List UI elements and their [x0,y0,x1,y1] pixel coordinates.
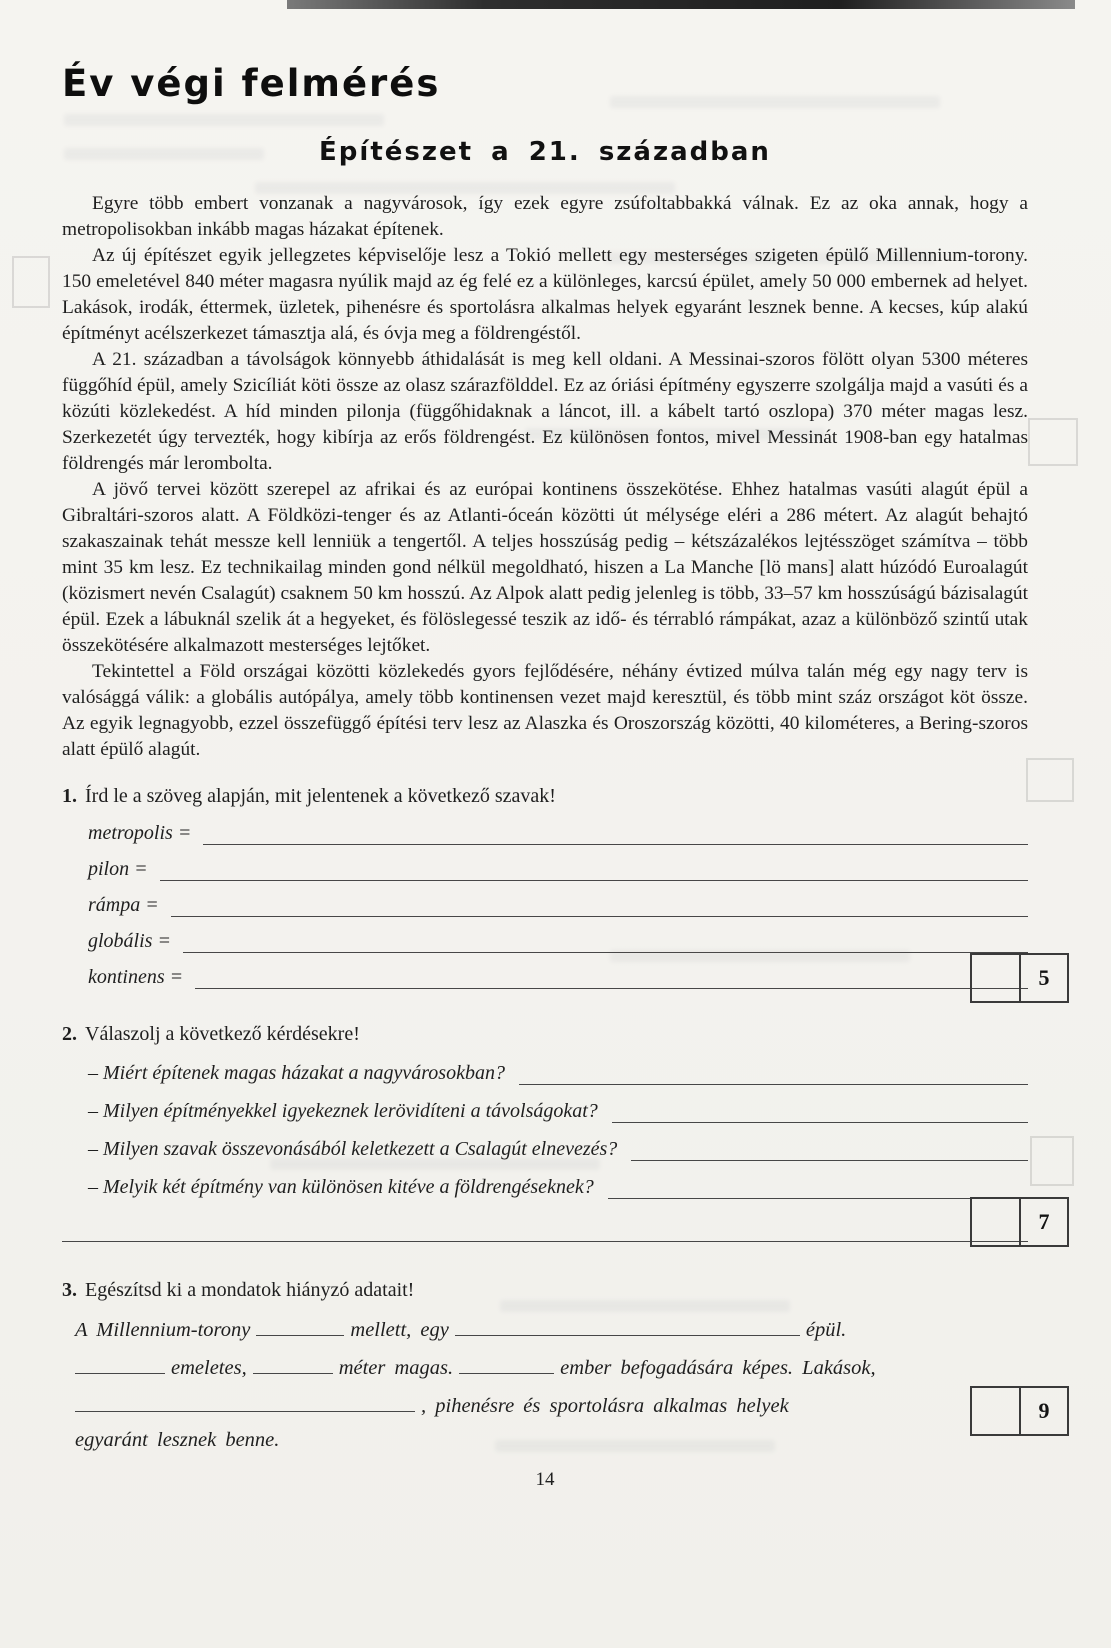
question-text: – Milyen építményekkel igyekeznek lerövidíteni a távolságokat? [88,1099,598,1122]
bleedthrough-artifact [1026,758,1074,802]
definition-row-globalis [88,927,1028,953]
cloze-blank[interactable] [253,1353,333,1374]
scan-edge-artifact [287,0,1075,9]
score-max-value: 5 [1019,955,1067,1001]
answer-blank-q4[interactable] [608,1174,1028,1199]
answer-continuation-row [62,1208,1050,1243]
term-label: globális = [88,929,171,952]
cloze-blank[interactable] [256,1315,344,1336]
question-row-3 [88,1134,1028,1161]
question-row-1 [88,1058,1028,1085]
score-box-exercise-2 [970,1197,1069,1247]
bleedthrough-artifact [12,256,50,308]
cloze-blank[interactable] [75,1391,415,1412]
score-box-exercise-3 [970,1386,1069,1436]
score-max-value: 9 [1019,1388,1067,1434]
exercise-2-prompt: Válaszolj a következő kérdésekre! [85,1022,360,1045]
bleedthrough-artifact [1028,418,1078,466]
cloze-blank[interactable] [455,1315,800,1336]
question-text: – Milyen szavak összevonásából keletkezett a Csalagút elnevezés? [88,1137,618,1160]
exercise-3-heading [62,1277,1028,1303]
answer-blank-globalis[interactable] [183,928,1028,953]
bleedthrough-artifact [1030,1136,1074,1186]
reading-paragraph: Az új építészet egyik jellegzetes képviselője lesz a Tokió mellett egy mesterséges szigeten épülő Millennium-torony. 150 emeletével 840 méter magasra nyúlik majd az ég felé ez a különleges, karcsú épület, amely 50 000 embernek ad helyet. Lakások, irodák, éttermek, üzletek, pihenésre és sportolásra alkalmas helyek egyaránt lesznek benne. A kecses, kúp alakú építményt acélszerkezet támasztja alá, és óvja meg a földrengéstől. [62,244,1028,344]
reading-title: Építészet a 21. században [319,136,771,167]
score-earned-cell[interactable] [972,1388,1019,1434]
question-row-2 [88,1096,1028,1123]
score-earned-cell[interactable] [972,955,1019,1001]
answer-blank-pilon[interactable] [160,856,1028,881]
term-label: metropolis = [88,821,192,844]
cloze-line-3 [75,1391,1050,1423]
score-earned-cell[interactable] [972,1199,1019,1245]
answer-blank-kontinens[interactable] [195,964,1028,989]
reading-paragraph: A 21. században a távolságok könnyebb áthidalását is meg kell oldani. A Messinai-szoros fölött olyan 5300 méteres függőhíd épül, amely Szicíliát köti össze az olasz szárazfölddel. Ez az óriási építmény egyszerre szolgálja majd a vasúti és a közúti közlekedést. A híd minden pilonja (függőhidaknak a láncot, ill. a kábelt tartó oszlopa) 370 méter magas lesz. Szerkezetét úgy tervezték, hogy kibírja az erős földrengést. Ez különösen fontos, mivel Messinát 1908-ban egy hatalmas földrengés már lerombolta. [62,348,1028,474]
exercise-1-prompt: Írd le a szöveg alapján, mit jelentenek a következő szavak! [85,784,556,807]
cloze-text: , pihenésre és sportolásra alkalmas helyek [421,1394,789,1417]
answer-blank-q3[interactable] [631,1136,1028,1161]
answer-blank-q2[interactable] [612,1098,1028,1123]
answer-blank-q4-continued[interactable] [62,1217,1028,1242]
definition-row-kontinens [88,963,1050,990]
cloze-text: A Millennium-torony [75,1318,251,1341]
page-number: 14 [535,1468,555,1490]
definition-row-rampa [88,891,1028,917]
definition-row-pilon [88,855,1028,881]
cloze-text: méter magas. [338,1356,454,1379]
definition-row-metropolis [88,819,1028,845]
exercise-1-number: 1. [62,784,77,807]
reading-text [62,191,1028,763]
cloze-text: emeletes, [171,1356,247,1379]
page-content [62,62,1050,1491]
reading-paragraph: Tekintettel a Föld országai közötti közlekedés gyors fejlődésére, néhány évtized múlva talán még egy nagy terv is valósággá válik: a globális autópálya, amely több kontinensen vezet majd keresztül, és több mint száz országot köt össze. Az egyik legnagyobb, ezzel összefüggő építési terv lesz az Alaszka és Oroszország közötti, 40 kilométeres, a Bering-szoros alatt épülő alagút. [62,660,1028,760]
cloze-text: mellett, egy [350,1318,449,1341]
term-label: rámpa = [88,893,159,916]
term-label: kontinens = [88,965,184,988]
cloze-line-2 [75,1353,1028,1379]
page-title: Év végi felmérés [62,62,441,105]
cloze-text: egyaránt lesznek benne. [75,1428,280,1451]
exercise-3-number: 3. [62,1278,77,1301]
reading-paragraph: Egyre több embert vonzanak a nagyvárosok, így ezek egyre zsúfoltabbakká válnak. Ez az oka annak, hogy a metropolisokban inkább magas házakat építenek. [62,192,1028,240]
cloze-line-1 [75,1315,1028,1341]
question-text: – Miért építenek magas házakat a nagyvárosokban? [88,1061,505,1084]
reading-paragraph: A jövő tervei között szerepel az afrikai és az európai kontinens összekötése. Ehhez hatalmas vasúti alagút épül a Gibraltári-szoros alatt. A Földközi-tenger és az Atlanti-óceán közötti út mélysége eléri a 286 métert. Az alagút behajtó szakaszainak tehát messze kell lenniük a tengertől. A teljes hosszúság pedig – kétszázalékos lejtésszöget számítva – több mint 35 km lesz. Ez technikailag minden gond nélkül megoldható, hiszen a La Manche [lö mans] alatt húzódó Euroalagút (közismert nevén Csalagút) csaknem 50 km hosszú. Az Alpok alatt pedig jelenleg is több, 33–57 km hosszúságú bázisalagút épül. Ezek a lábuknál szelik át a hegyeket, és fölöslegessé teszik az idő- és térrabló rámpákat, azaz a különböző szintű utak összekötésére alkalmazott mesterséges lejtőket. [62,478,1028,656]
score-box-exercise-1 [970,953,1069,1003]
cloze-text: ember befogadására képes. Lakások, [560,1356,876,1379]
cloze-line-4 [75,1429,1028,1455]
cloze-blank[interactable] [75,1353,165,1374]
question-text: – Melyik két építmény van különösen kitéve a földrengéseknek? [88,1175,594,1198]
answer-blank-metropolis[interactable] [203,820,1028,845]
answer-blank-q1[interactable] [519,1060,1028,1085]
exercise-2-number: 2. [62,1022,77,1045]
exercise-2-heading [62,1021,1028,1047]
cloze-text: épül. [805,1318,847,1341]
cloze-blank[interactable] [459,1353,554,1374]
term-label: pilon = [88,857,148,880]
score-max-value: 7 [1019,1199,1067,1245]
exercise-1-heading [62,783,1028,809]
exercise-3-prompt: Egészítsd ki a mondatok hiányzó adatait! [85,1278,415,1301]
question-row-4 [88,1172,1028,1199]
answer-blank-rampa[interactable] [171,892,1028,917]
